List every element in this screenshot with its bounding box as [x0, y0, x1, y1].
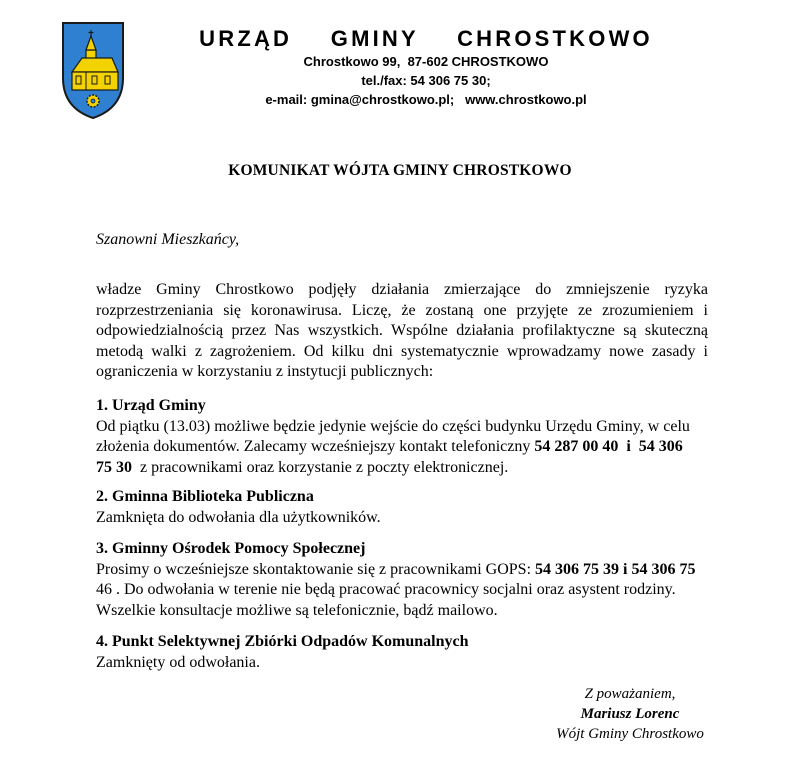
- phone-joiner: i: [626, 438, 631, 455]
- section-text: Od piątku (13.03) możliwe będzie jedynie wejście do części budynku Urzędu Gminy, w celu złożenia dokumentów. Zalecamy wcześniejszy kontakt telefoniczny: [96, 417, 690, 455]
- section-text: z pracownikami oraz korzystanie z poczty elektronicznej.: [140, 458, 509, 476]
- phone-number: 54 306 75: [631, 560, 696, 578]
- section-text: Prosimy o wcześniejsze skontaktowanie się z pracownikami GOPS:: [96, 560, 532, 578]
- phone-number: 75 30: [96, 458, 132, 476]
- phone-joiner: i: [623, 560, 628, 578]
- phone-number: 54 306: [638, 438, 683, 455]
- closing-regards: Z poważaniem,: [584, 686, 676, 702]
- section-text: Zamknięta do odwołania dla użytkowników.: [96, 508, 381, 526]
- section-text: Zamknięty od odwołania.: [96, 653, 260, 671]
- section-title: 2. Gminna Biblioteka Publiczna: [96, 488, 314, 505]
- phone-number: 54 306 75 39: [535, 560, 620, 578]
- office-email-website: e-mail: gmina@chrostkowo.pl; www.chrostkowo.pl: [265, 92, 587, 107]
- office-phone: tel./fax: 54 306 75 30;: [361, 73, 491, 88]
- section-town-office: [96, 396, 712, 478]
- phone-number: 54 287 00 40: [534, 438, 619, 455]
- salutation: Szanowni Mieszkańcy,: [96, 231, 240, 248]
- section-title: 1. Urząd Gminy: [96, 397, 206, 414]
- section-library: [96, 487, 716, 528]
- signer-name: Mariusz Lorenc: [580, 706, 680, 722]
- closing-signature: [530, 684, 730, 744]
- signer-role: Wójt Gminy Chrostkowo: [556, 726, 704, 742]
- section-waste-point: [96, 632, 716, 673]
- document-title: KOMUNIKAT WÓJTA GMINY CHROSTKOWO: [228, 162, 572, 179]
- section-text: 46 . Do odwołania w terenie nie będą pracować pracownicy socjalni oraz asystent rodziny. Wszelkie konsultacje możliwe są telefonicznie, bądź mailowo.: [96, 581, 676, 619]
- office-name: URZĄD GMINY CHROSTKOWO: [199, 26, 653, 51]
- letterhead: [190, 26, 662, 109]
- municipal-crest-logo: [60, 20, 126, 120]
- intro-paragraph: władze Gminy Chrostkowo podjęły działania zmierzające do zmniejszenie ryzyka rozprzestrzeniania się koronawirusa. Liczę, że zostaną one przyjęte ze zrozumieniem i odpowiedzialnością przez Nas wszystkich. Wspólne działania profilaktyczne są skuteczną metodą walki z zagrożeniem. Od kilku dni systematycznie wprowadzamy nowe zasady i ograniczenia w korzystaniu z instytucji publicznych:: [96, 281, 708, 380]
- section-social-welfare: [96, 539, 716, 621]
- section-title: 3. Gminny Ośrodek Pomocy Społecznej: [96, 540, 366, 557]
- section-title: 4. Punkt Selektywnej Zbiórki Odpadów Komunalnych: [96, 633, 469, 650]
- office-address: Chrostkowo 99, 87-602 CHROSTKOWO: [303, 54, 549, 69]
